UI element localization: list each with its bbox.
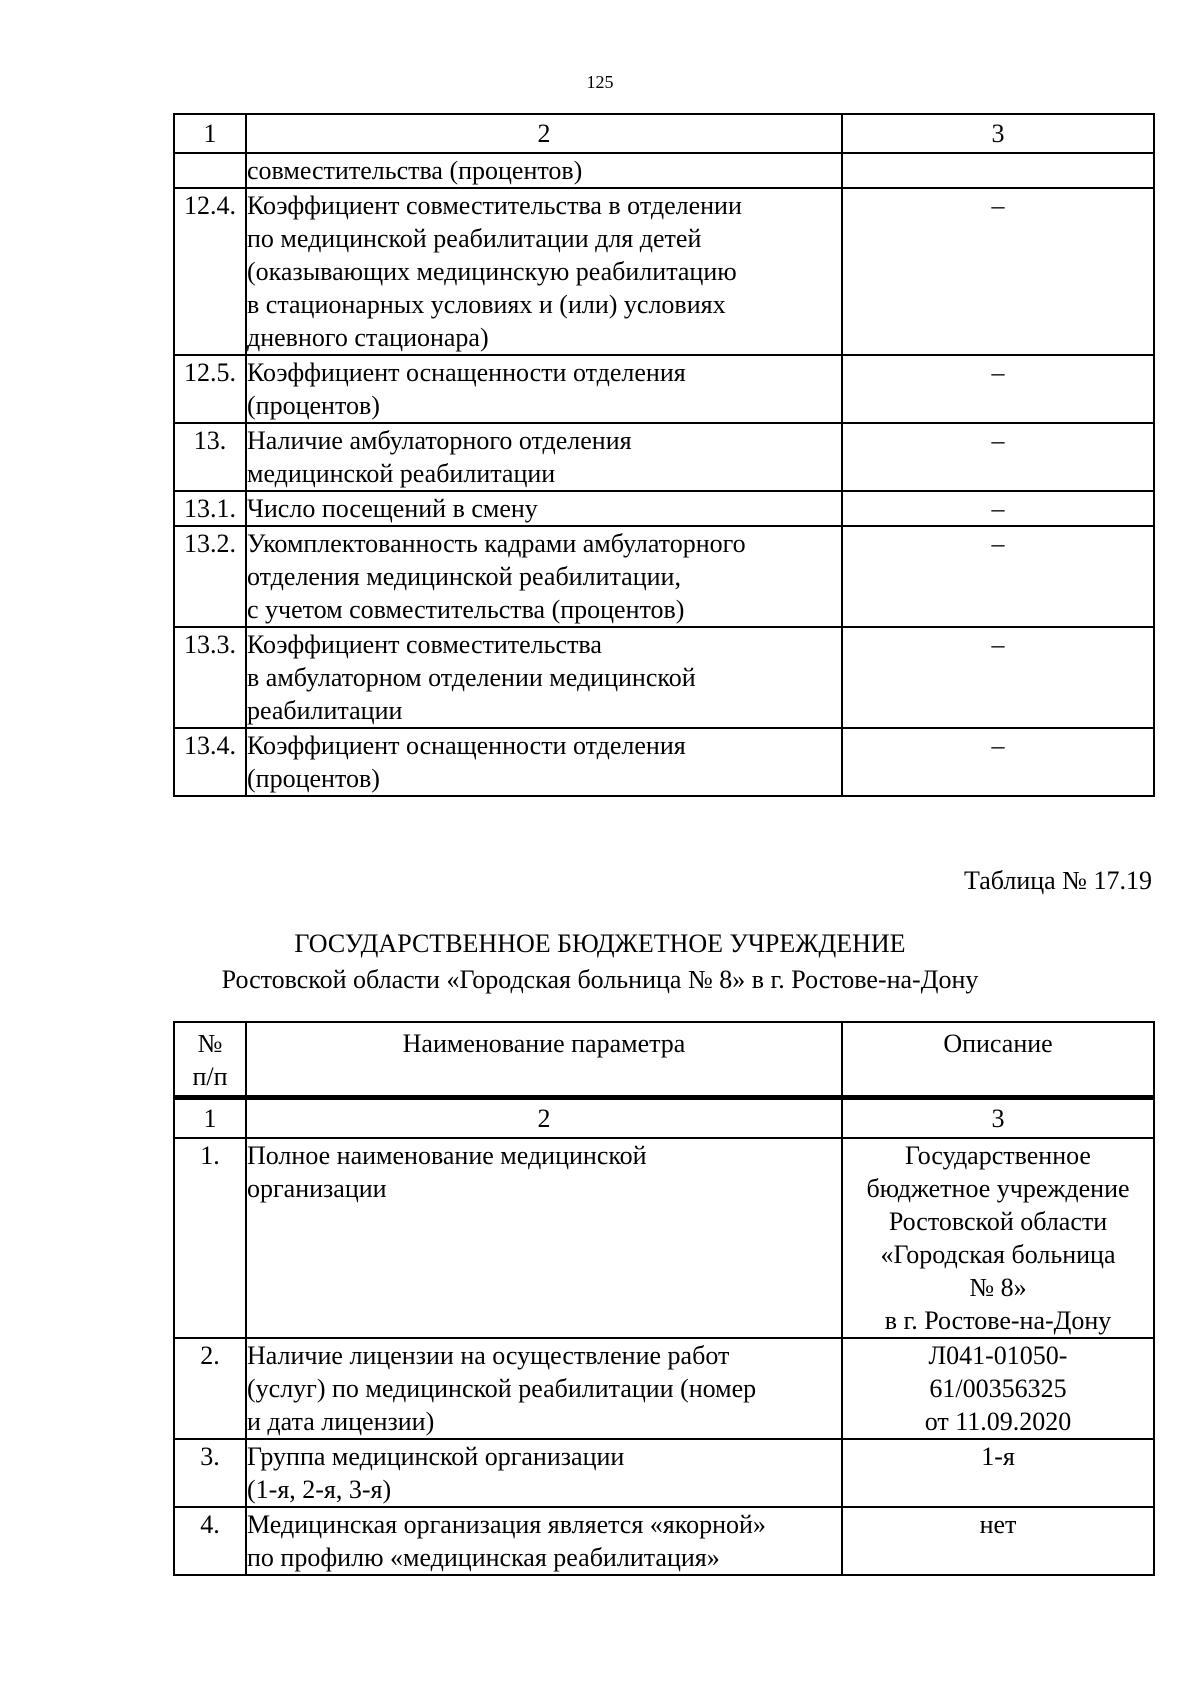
parameters-table-continued <box>173 113 1155 797</box>
parameter-name-cell <box>246 491 842 526</box>
table-header-row <box>174 1022 1154 1098</box>
parameter-value-line: № 8» <box>969 1273 1027 1302</box>
table-row <box>174 188 1154 355</box>
parameter-name-line: с учетом совместительства (процентов) <box>247 595 685 624</box>
parameter-name-line: Наличие лицензии на осуществление работ <box>247 1341 730 1370</box>
row-number-cell: 13.1. <box>174 491 246 526</box>
parameter-value-line: – <box>991 426 1005 455</box>
organization-title-line2: Ростовской области «Городская больница № 8» в г. Ростове-на-Дону <box>221 965 979 994</box>
parameter-name-line: Коэффициент оснащенности отделения <box>247 358 686 387</box>
row-number-cell: 13.4. <box>174 728 246 796</box>
parameter-name-line: в стационарных условиях и (или) условиях <box>247 290 726 319</box>
row-number-cell: 3. <box>174 1439 246 1507</box>
row-number-cell: 13. <box>174 423 246 491</box>
row-number-cell: 4. <box>174 1507 246 1575</box>
table-row <box>174 627 1154 728</box>
parameter-name-line: Полное наименование медицинской <box>247 1141 647 1170</box>
parameter-value-line: Государственное <box>905 1141 1091 1170</box>
column-numbers-row <box>174 1098 1154 1139</box>
header-value-cell: Описание <box>842 1022 1154 1098</box>
row-number-cell: 2. <box>174 1338 246 1439</box>
table-row <box>174 153 1154 188</box>
table-row <box>174 1507 1154 1575</box>
row-number-cell: 13.2. <box>174 526 246 627</box>
header-number-line: № <box>197 1029 223 1058</box>
parameter-value-cell <box>842 423 1154 491</box>
parameter-name-line: в амбулаторном отделении медицинской <box>247 663 696 692</box>
table-row <box>174 728 1154 796</box>
column-number: 3 <box>842 1098 1154 1139</box>
parameter-value-line: – <box>991 731 1005 760</box>
column-number: 1 <box>174 1098 246 1139</box>
parameter-name-line: (оказывающих медицинскую реабилитацию <box>247 257 737 286</box>
parameter-value-line: «Городская больница <box>880 1240 1116 1269</box>
parameter-value-line: 61/00356325 <box>929 1374 1067 1403</box>
parameter-name-line: (процентов) <box>247 764 380 793</box>
parameter-value-line: – <box>991 494 1005 523</box>
parameter-value-cell <box>842 188 1154 355</box>
parameter-name-line: Группа медицинской организации <box>247 1442 625 1471</box>
parameter-value-line: – <box>991 630 1005 659</box>
parameter-value-line: от 11.09.2020 <box>924 1407 1072 1436</box>
parameter-name-line: организации <box>247 1174 387 1203</box>
table-row <box>174 491 1154 526</box>
column-numbers-row <box>174 114 1154 153</box>
parameter-name-cell <box>246 1507 842 1575</box>
parameter-name-cell <box>246 627 842 728</box>
header-number-line: п/п <box>192 1062 228 1091</box>
parameter-name-line: Коэффициент оснащенности отделения <box>247 731 686 760</box>
parameter-name-cell <box>246 1439 842 1507</box>
parameter-name-line: отделения медицинской реабилитации, <box>247 562 681 591</box>
parameter-name-cell <box>246 1138 842 1338</box>
page-number: 125 <box>586 72 614 92</box>
parameter-name-cell <box>246 153 842 188</box>
parameter-value-cell <box>842 526 1154 627</box>
parameter-name-cell <box>246 188 842 355</box>
parameter-name-line: дневного стационара) <box>247 323 489 352</box>
column-number: 2 <box>246 1098 842 1139</box>
table-row <box>174 1138 1154 1338</box>
parameter-name-line: по медицинской реабилитации для детей <box>247 224 702 253</box>
parameter-name-line: Число посещений в смену <box>247 494 538 523</box>
parameter-name-line: (услуг) по медицинской реабилитации (номер <box>247 1374 757 1403</box>
parameter-name-cell <box>246 423 842 491</box>
parameter-name-line: Наличие амбулаторного отделения <box>247 426 632 455</box>
parameter-name-line: совместительства (процентов) <box>247 156 583 185</box>
parameter-value-line: – <box>991 358 1005 387</box>
parameter-name-line: медицинской реабилитации <box>247 459 556 488</box>
header-name-cell: Наименование параметра <box>246 1022 842 1098</box>
organization-title <box>0 926 1200 998</box>
parameter-value-cell <box>842 1338 1154 1439</box>
parameter-value-cell <box>842 355 1154 423</box>
parameter-value-cell <box>842 491 1154 526</box>
parameter-value-line: в г. Ростове-на-Дону <box>884 1306 1112 1335</box>
parameter-name-cell <box>246 1338 842 1439</box>
parameter-name-cell <box>246 728 842 796</box>
parameter-value-cell <box>842 1439 1154 1507</box>
table-row <box>174 1338 1154 1439</box>
parameter-value-line: Ростовской области <box>888 1207 1108 1236</box>
column-number: 2 <box>246 114 842 153</box>
parameter-value-cell <box>842 153 1154 188</box>
parameter-name-line: Коэффициент совместительства в отделении <box>247 191 742 220</box>
row-number-cell: 12.4. <box>174 188 246 355</box>
row-number-cell: 12.5. <box>174 355 246 423</box>
organization-parameters-table <box>173 1021 1155 1576</box>
table-row <box>174 526 1154 627</box>
table-row <box>174 355 1154 423</box>
parameter-name-cell <box>246 355 842 423</box>
organization-title-line1: ГОСУДАРСТВЕННОЕ БЮДЖЕТНОЕ УЧРЕЖДЕНИЕ <box>294 929 906 958</box>
parameter-name-line: реабилитации <box>247 696 403 725</box>
parameter-value-line: 1-я <box>981 1442 1015 1471</box>
parameter-value-cell <box>842 1138 1154 1338</box>
parameter-name-cell <box>246 526 842 627</box>
header-number-cell <box>174 1022 246 1098</box>
parameter-name-line: (процентов) <box>247 391 380 420</box>
parameter-name-line: Коэффициент совместительства <box>247 630 602 659</box>
parameter-value-line: бюджетное учреждение <box>866 1174 1130 1203</box>
table-caption: Таблица № 17.19 <box>963 866 1152 895</box>
row-number-cell: 1. <box>174 1138 246 1338</box>
table-row <box>174 1439 1154 1507</box>
parameter-value-cell <box>842 1507 1154 1575</box>
parameter-name-line: по профилю «медицинская реабилитация» <box>247 1543 720 1572</box>
parameter-name-line: и дата лицензии) <box>247 1407 435 1436</box>
parameter-value-line: – <box>991 529 1005 558</box>
parameter-value-cell <box>842 728 1154 796</box>
column-number: 1 <box>174 114 246 153</box>
parameter-name-line: Укомплектованность кадрами амбулаторного <box>247 529 746 558</box>
parameter-name-line: Медицинская организация является «якорной» <box>247 1510 766 1539</box>
parameter-name-line: (1-я, 2-я, 3-я) <box>247 1475 392 1504</box>
parameter-value-line: Л041-01050- <box>928 1341 1068 1370</box>
table-row <box>174 423 1154 491</box>
parameter-value-line: нет <box>979 1510 1017 1539</box>
column-number: 3 <box>842 114 1154 153</box>
row-number-cell: 13.3. <box>174 627 246 728</box>
parameter-value-line: – <box>991 191 1005 220</box>
parameter-value-cell <box>842 627 1154 728</box>
row-number-cell <box>174 153 246 188</box>
